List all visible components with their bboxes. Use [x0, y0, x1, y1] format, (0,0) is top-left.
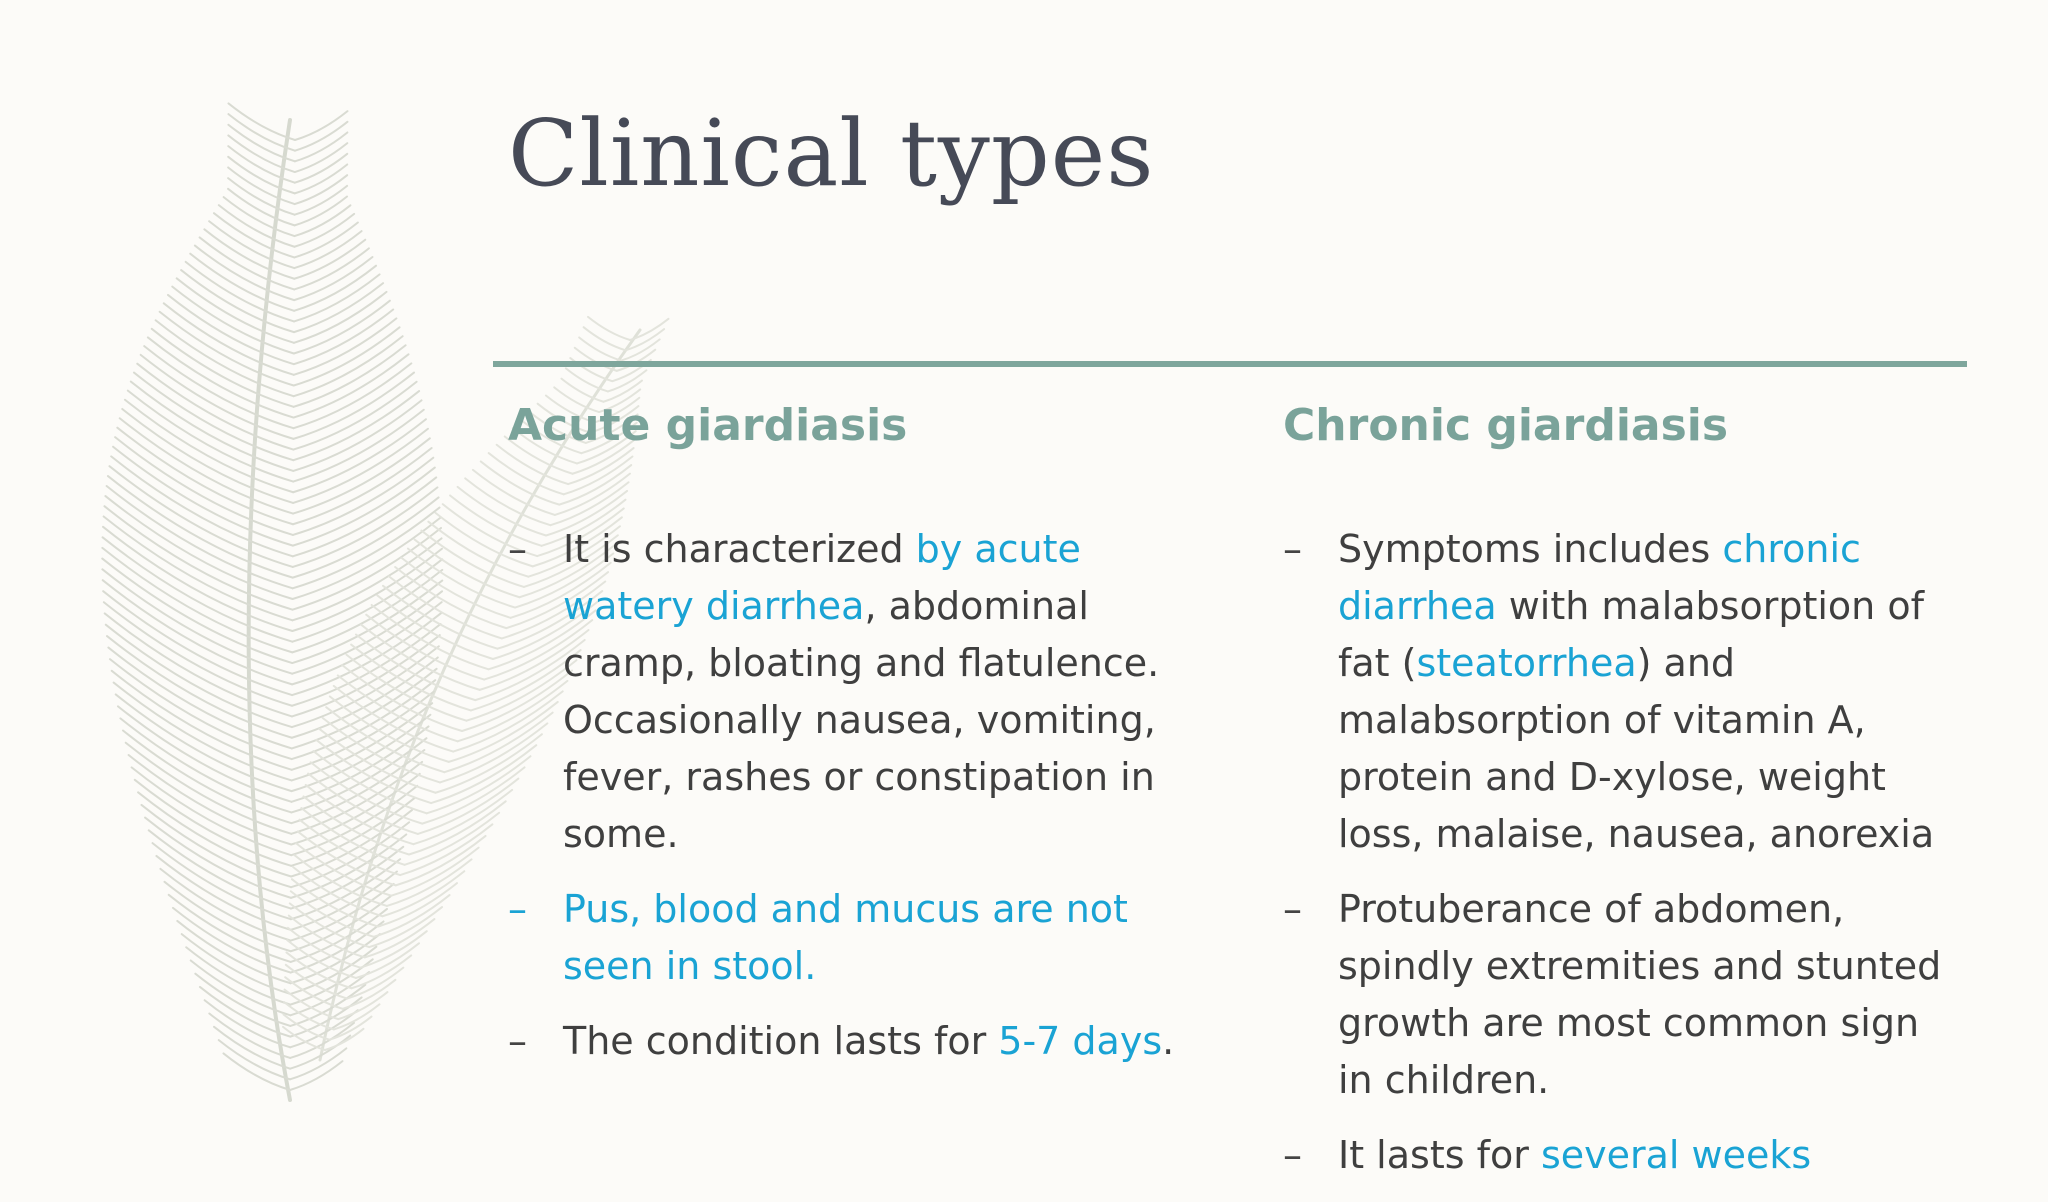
slide-title: Clinical types [508, 100, 1155, 207]
list-item [508, 881, 1188, 995]
item-text: ) and malabsorption of vitamin A, protein and D-xylose, weight loss, malaise, nausea, anorexia [1338, 641, 1935, 856]
dash-bullet-icon: – [508, 1019, 527, 1063]
list-item [1283, 881, 1963, 1109]
list-item [508, 521, 1188, 863]
item-text: Symptoms includes [1338, 527, 1723, 571]
list-item [1283, 1127, 1963, 1184]
acute-column [508, 400, 1188, 1088]
list-item [508, 1013, 1188, 1070]
item-text: It lasts for [1338, 1133, 1541, 1177]
dash-bullet-icon: – [1283, 887, 1302, 931]
list-item [1283, 521, 1963, 863]
item-text: . [1162, 1019, 1175, 1063]
chronic-column [1283, 400, 1963, 1202]
item-text: , abdominal cramp, bloating and flatulence. Occasionally nausea, vomiting, fever, rashes or constipation in some. [563, 584, 1160, 856]
title-divider [493, 361, 1967, 367]
item-text: with malabsorption of fat ( [1338, 584, 1924, 685]
item-highlight: by acute watery diarrhea [563, 527, 1081, 628]
acute-list [508, 521, 1188, 1070]
item-highlight: 5-7 days [998, 1019, 1163, 1063]
item-highlight: several weeks [1540, 1133, 1812, 1177]
item-text: The condition lasts for [563, 1019, 999, 1063]
item-text: Pus, blood and mucus are not seen in stool. [563, 887, 1128, 988]
chronic-list [1283, 521, 1963, 1184]
dash-bullet-icon: – [508, 887, 527, 931]
dash-bullet-icon: – [1283, 527, 1302, 571]
dash-bullet-icon: – [508, 527, 527, 571]
dash-bullet-icon: – [1283, 1133, 1302, 1177]
item-text: It is characterized [563, 527, 916, 571]
chronic-heading: Chronic giardiasis [1283, 400, 1729, 451]
acute-heading: Acute giardiasis [508, 400, 908, 451]
item-highlight: chronic diarrhea [1338, 527, 1861, 628]
item-text: Protuberance of abdomen, spindly extremities and stunted growth are most common sign in children. [1338, 887, 1942, 1102]
item-highlight: steatorrhea [1416, 641, 1637, 685]
